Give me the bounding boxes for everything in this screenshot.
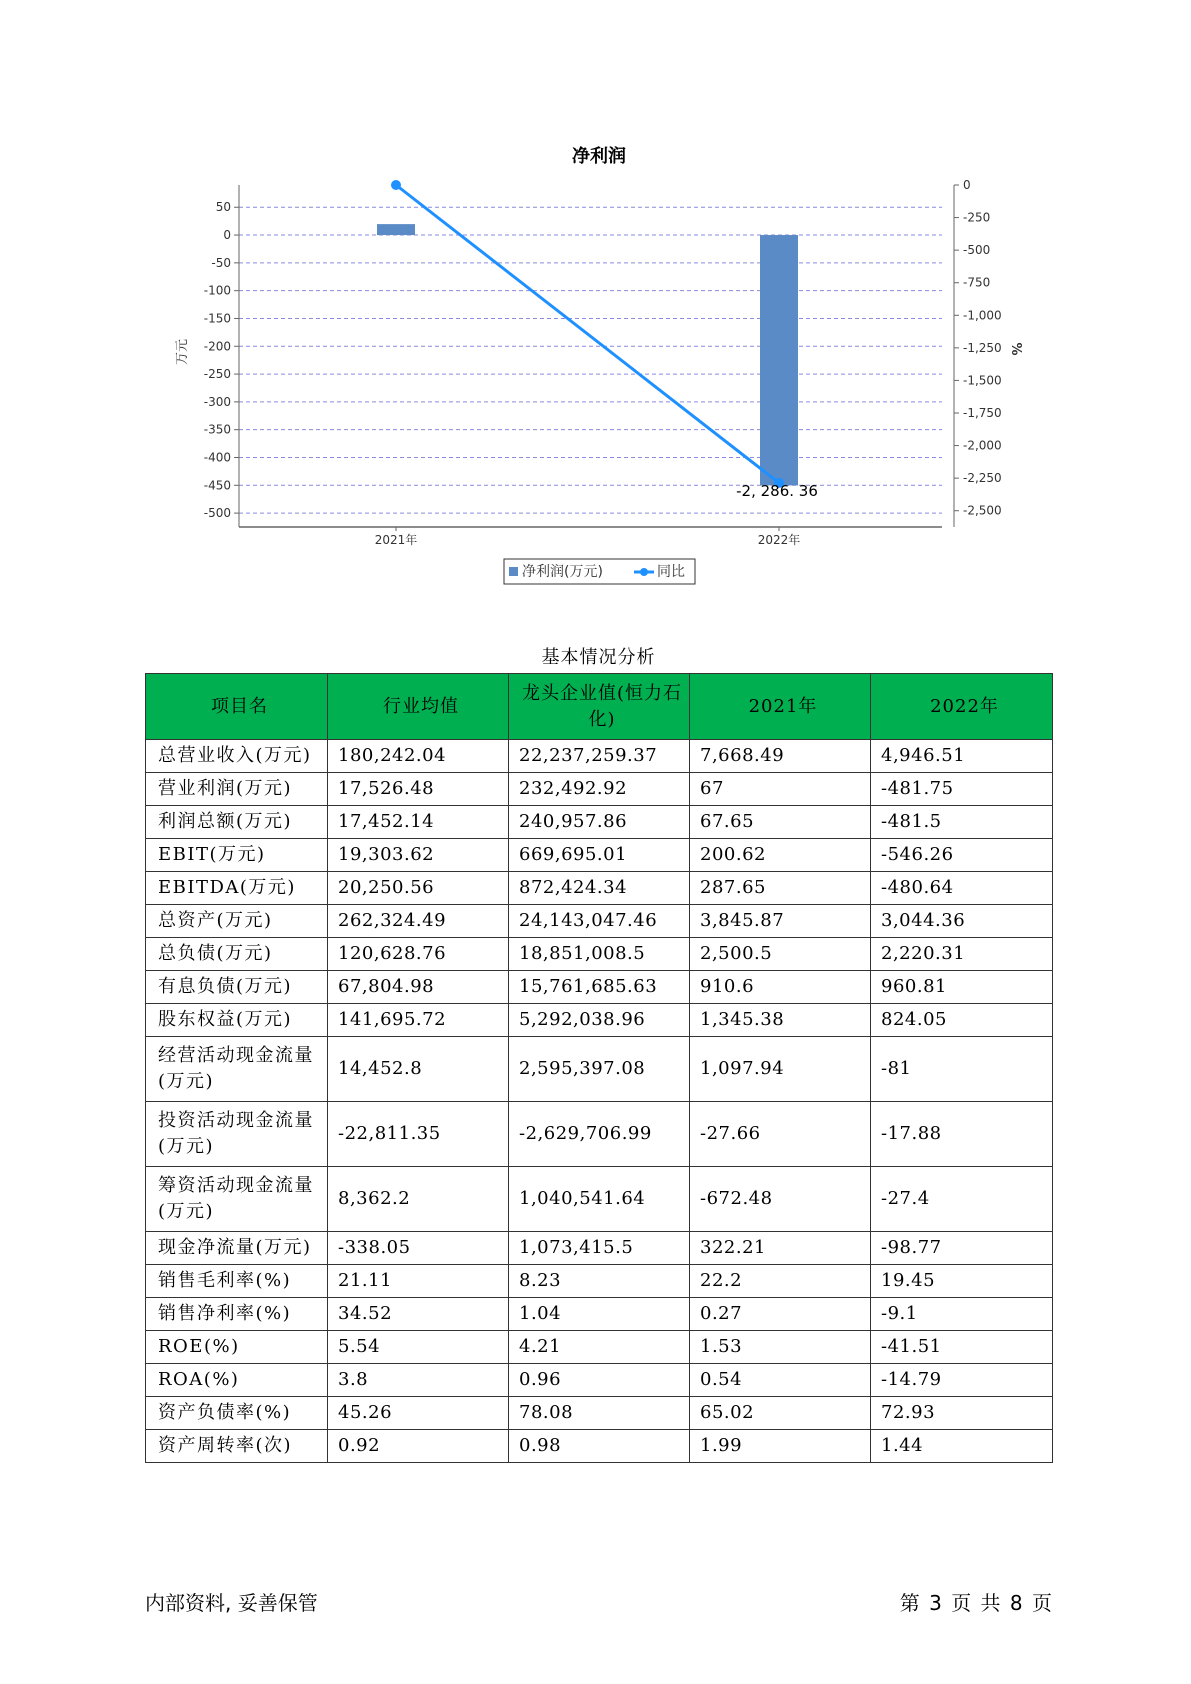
table-cell: 22,237,259.37 xyxy=(509,740,690,773)
header-industry-avg: 行业均值 xyxy=(328,674,509,740)
table-cell: 17,526.48 xyxy=(328,773,509,806)
table-row xyxy=(146,938,1053,971)
table-cell: 21.11 xyxy=(328,1265,509,1298)
table-cell: 78.08 xyxy=(509,1397,690,1430)
table-cell: 1.99 xyxy=(690,1430,871,1463)
table-cell: 0.54 xyxy=(690,1364,871,1397)
row-label: EBIT(万元) xyxy=(146,839,328,872)
table-cell: 67.65 xyxy=(690,806,871,839)
table-cell: 200.62 xyxy=(690,839,871,872)
table-cell: 17,452.14 xyxy=(328,806,509,839)
table-cell: 4.21 xyxy=(509,1331,690,1364)
table-cell: 872,424.34 xyxy=(509,872,690,905)
row-label: 资产负债率(%) xyxy=(146,1397,328,1430)
table-cell: 232,492.92 xyxy=(509,773,690,806)
table-cell: -546.26 xyxy=(871,839,1053,872)
left-tick-label: -400 xyxy=(203,450,231,465)
table-cell: 1,040,541.64 xyxy=(509,1167,690,1232)
header-2022: 2022年 xyxy=(871,674,1053,740)
left-tick-label: -200 xyxy=(203,339,231,354)
left-tick-label: 50 xyxy=(215,200,231,215)
table-cell: -9.1 xyxy=(871,1298,1053,1331)
table-row xyxy=(146,806,1053,839)
header-2021: 2021年 xyxy=(690,674,871,740)
right-tick-label: -250 xyxy=(963,210,991,225)
table-cell: 0.98 xyxy=(509,1430,690,1463)
table-body xyxy=(146,740,1053,1463)
table-cell: 34.52 xyxy=(328,1298,509,1331)
right-tick-label: -500 xyxy=(963,243,991,258)
table-cell: 1,073,415.5 xyxy=(509,1232,690,1265)
table-cell: 180,242.04 xyxy=(328,740,509,773)
table-cell: 14,452.8 xyxy=(328,1037,509,1102)
table-cell: 65.02 xyxy=(690,1397,871,1430)
table-cell: -481.5 xyxy=(871,806,1053,839)
header-leader-value: 龙头企业值(恒力石化) xyxy=(509,674,690,740)
table-cell: 8,362.2 xyxy=(328,1167,509,1232)
table-cell: 322.21 xyxy=(690,1232,871,1265)
table-cell: -22,811.35 xyxy=(328,1102,509,1167)
table-cell: 72.93 xyxy=(871,1397,1053,1430)
table-cell: 120,628.76 xyxy=(328,938,509,971)
table-cell: 669,695.01 xyxy=(509,839,690,872)
table-cell: 24,143,047.46 xyxy=(509,905,690,938)
table-cell: 19.45 xyxy=(871,1265,1053,1298)
table-cell: -98.77 xyxy=(871,1232,1053,1265)
table-cell: -17.88 xyxy=(871,1102,1053,1167)
table-cell: -81 xyxy=(871,1037,1053,1102)
row-label: 总负债(万元) xyxy=(146,938,328,971)
row-label: 销售净利率(%) xyxy=(146,1298,328,1331)
left-tick-label: -50 xyxy=(211,255,231,270)
table-cell: -338.05 xyxy=(328,1232,509,1265)
table-cell: 3,044.36 xyxy=(871,905,1053,938)
table-cell: 1.44 xyxy=(871,1430,1053,1463)
table-row xyxy=(146,1037,1053,1102)
table-row xyxy=(146,1430,1053,1463)
right-tick-label: -2,250 xyxy=(963,471,1002,486)
table-cell: 15,761,685.63 xyxy=(509,971,690,1004)
chart-legend xyxy=(504,559,695,584)
table-cell: -2,629,706.99 xyxy=(509,1102,690,1167)
table-row xyxy=(146,740,1053,773)
table-header-row xyxy=(146,674,1053,740)
table-cell: 19,303.62 xyxy=(328,839,509,872)
table-cell: 45.26 xyxy=(328,1397,509,1430)
left-tick-label: -300 xyxy=(203,394,231,409)
right-tick-label: -1,250 xyxy=(963,340,1002,355)
right-tick-label: -2,000 xyxy=(963,438,1002,453)
table-row xyxy=(146,905,1053,938)
yoy-line xyxy=(396,185,779,483)
table-cell: -41.51 xyxy=(871,1331,1053,1364)
analysis-table xyxy=(145,673,1053,1463)
table-cell: 8.23 xyxy=(509,1265,690,1298)
table-cell: 240,957.86 xyxy=(509,806,690,839)
net-profit-chart xyxy=(0,0,1191,600)
header-item-name: 项目名 xyxy=(146,674,328,740)
y-axis-right-label: % xyxy=(1008,342,1023,356)
line-series xyxy=(391,180,784,488)
table-cell: -14.79 xyxy=(871,1364,1053,1397)
table-row xyxy=(146,1397,1053,1430)
table-row xyxy=(146,839,1053,872)
table-row xyxy=(146,971,1053,1004)
table-cell: 0.96 xyxy=(509,1364,690,1397)
data-label-2022: -2, 286. 36 xyxy=(736,482,818,500)
table-cell: 287.65 xyxy=(690,872,871,905)
table-cell: 141,695.72 xyxy=(328,1004,509,1037)
table-row xyxy=(146,1265,1053,1298)
table-cell: -672.48 xyxy=(690,1167,871,1232)
row-label: EBITDA(万元) xyxy=(146,872,328,905)
y-axis-left-label: 万元 xyxy=(175,338,190,366)
table-cell: 824.05 xyxy=(871,1004,1053,1037)
row-label: 总资产(万元) xyxy=(146,905,328,938)
table-cell: -27.4 xyxy=(871,1167,1053,1232)
footer-page-number: 第 3 页 共 8 页 xyxy=(899,1591,1052,1615)
table-row xyxy=(146,872,1053,905)
left-tick-label: -100 xyxy=(203,283,231,298)
grid-lines xyxy=(239,207,942,513)
table-cell: 4,946.51 xyxy=(871,740,1053,773)
left-tick-label: -350 xyxy=(203,422,231,437)
bar-series xyxy=(377,224,798,485)
row-label: 筹资活动现金流量(万元) xyxy=(146,1167,328,1232)
bar-2021年 xyxy=(377,224,415,235)
table-row xyxy=(146,1167,1053,1232)
table-cell: -27.66 xyxy=(690,1102,871,1167)
table-cell: 960.81 xyxy=(871,971,1053,1004)
chart-title: 净利润 xyxy=(572,146,626,167)
row-label: 销售毛利率(%) xyxy=(146,1265,328,1298)
table-cell: 7,668.49 xyxy=(690,740,871,773)
table-cell: 1,345.38 xyxy=(690,1004,871,1037)
legend-line-label: 同比 xyxy=(657,564,685,580)
x-tick-label: 2022年 xyxy=(757,533,801,547)
table-cell: 22.2 xyxy=(690,1265,871,1298)
row-label: 总营业收入(万元) xyxy=(146,740,328,773)
row-label: 投资活动现金流量(万元) xyxy=(146,1102,328,1167)
table-row xyxy=(146,1004,1053,1037)
row-label: 资产周转率(次) xyxy=(146,1430,328,1463)
legend-line-marker xyxy=(640,568,648,576)
right-tick-label: -1,750 xyxy=(963,406,1002,420)
right-tick-label: -1,000 xyxy=(963,308,1002,323)
table-row xyxy=(146,773,1053,806)
row-label: ROA(%) xyxy=(146,1364,328,1397)
left-tick-label: 0 xyxy=(223,228,231,243)
left-tick-label: -250 xyxy=(203,367,231,382)
table-cell: 20,250.56 xyxy=(328,872,509,905)
table-cell: 67 xyxy=(690,773,871,806)
table-cell: 18,851,008.5 xyxy=(509,938,690,971)
table-cell: 1,097.94 xyxy=(690,1037,871,1102)
right-tick-label: 0 xyxy=(963,178,971,192)
table-row xyxy=(146,1102,1053,1167)
table-cell: 0.27 xyxy=(690,1298,871,1331)
footer-confidential-note: 内部资料, 妥善保管 xyxy=(145,1591,318,1615)
right-tick-label: -1,500 xyxy=(963,373,1002,388)
row-label: 有息负债(万元) xyxy=(146,971,328,1004)
table-row xyxy=(146,1331,1053,1364)
row-label: 现金净流量(万元) xyxy=(146,1232,328,1265)
row-label: 股东权益(万元) xyxy=(146,1004,328,1037)
left-tick-label: -500 xyxy=(203,506,231,521)
left-tick-label: -150 xyxy=(203,311,231,326)
table-cell: 1.04 xyxy=(509,1298,690,1331)
table-cell: 67,804.98 xyxy=(328,971,509,1004)
table-row xyxy=(146,1364,1053,1397)
table-cell: -480.64 xyxy=(871,872,1053,905)
yoy-point-2021年 xyxy=(391,180,401,190)
table-title: 基本情况分析 xyxy=(541,647,656,668)
table-cell: 2,500.5 xyxy=(690,938,871,971)
right-tick-label: -750 xyxy=(963,275,991,290)
bar-2022年 xyxy=(760,235,798,485)
table-cell: 1.53 xyxy=(690,1331,871,1364)
row-label: 利润总额(万元) xyxy=(146,806,328,839)
legend-bar-label: 净利润(万元) xyxy=(522,564,603,580)
table-row xyxy=(146,1232,1053,1265)
table-cell: 5.54 xyxy=(328,1331,509,1364)
row-label: 营业利润(万元) xyxy=(146,773,328,806)
axes xyxy=(204,178,1002,547)
table-row xyxy=(146,1298,1053,1331)
left-tick-label: -450 xyxy=(203,478,231,493)
x-tick-label: 2021年 xyxy=(374,533,418,547)
table-cell: -481.75 xyxy=(871,773,1053,806)
row-label: ROE(%) xyxy=(146,1331,328,1364)
table-cell: 5,292,038.96 xyxy=(509,1004,690,1037)
table-cell: 0.92 xyxy=(328,1430,509,1463)
right-tick-label: -2,500 xyxy=(963,503,1002,518)
table-cell: 2,595,397.08 xyxy=(509,1037,690,1102)
table-cell: 262,324.49 xyxy=(328,905,509,938)
table-cell: 3.8 xyxy=(328,1364,509,1397)
legend-bar-swatch xyxy=(509,567,518,576)
table-cell: 910.6 xyxy=(690,971,871,1004)
table-cell: 2,220.31 xyxy=(871,938,1053,971)
row-label: 经营活动现金流量(万元) xyxy=(146,1037,328,1102)
table-cell: 3,845.87 xyxy=(690,905,871,938)
